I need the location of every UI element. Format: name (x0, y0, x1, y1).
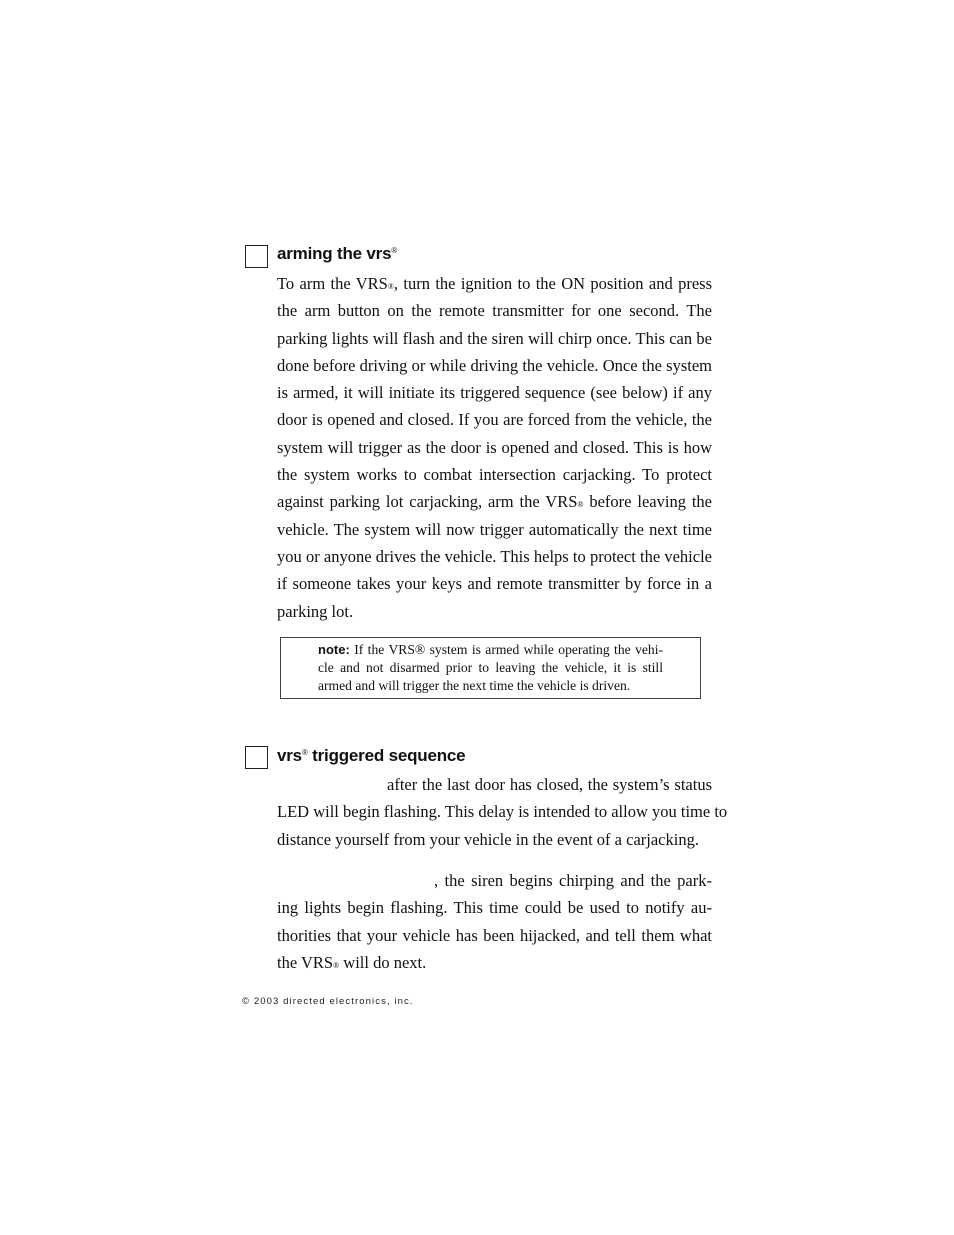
copyright-footer: © 2003 directed electronics, inc. (242, 996, 414, 1007)
line-text: done before driving or while driving the vehicle. Once the system (277, 355, 712, 375)
paragraph-line (277, 379, 712, 406)
note-line: cle and not disarmed prior to leaving the vehicle, it is still (318, 660, 663, 675)
paragraph-line (277, 434, 712, 461)
line-text: , turn the ignition to the ON position and press (393, 274, 712, 293)
section-checkbox-arming[interactable] (245, 245, 268, 268)
arming-paragraph (277, 270, 712, 625)
note-line: armed and will trigger the next time the vehicle is driven. (318, 678, 631, 693)
section-heading-arming (277, 244, 397, 264)
line-text: vehicle. The system will now trigger automatically the next time (277, 519, 712, 539)
paragraph-line: LED will begin flashing. This delay is intended to allow you time to (277, 802, 728, 822)
note-line-text: If the VRS® system is armed while operating the vehi- (354, 642, 663, 657)
section-heading-triggered (277, 746, 465, 766)
line-text: parking lot. (277, 601, 354, 621)
line-text: , the siren begins chirping and the park- (434, 871, 712, 890)
paragraph-line (277, 461, 712, 488)
heading-text: arming the vrs (277, 244, 392, 263)
paragraph-line (277, 406, 712, 433)
triggered-paragraph-1 (277, 771, 728, 853)
paragraph-line (277, 297, 712, 324)
heading-suffix: triggered sequence (307, 746, 466, 765)
line-text: if someone takes your keys and remote transmitter by force in a (277, 574, 712, 594)
line-text: after the last door has closed, the system’s status (387, 775, 712, 794)
paragraph-line (277, 598, 712, 625)
registered-mark: ® (301, 748, 308, 757)
line-text: door is opened and closed. If you are forced from the vehicle, the (277, 410, 712, 430)
paragraph-line (277, 325, 712, 352)
paragraph-line: distance yourself from your vehicle in the event of a carjacking. (277, 829, 699, 849)
paragraph-line (277, 543, 712, 570)
registered-mark: ® (387, 282, 394, 291)
paragraph-line (277, 570, 712, 597)
line-text: is armed, it will initiate its triggered sequence (see below) if any (277, 383, 712, 403)
paragraph-line (277, 352, 712, 379)
line-text: will do next. (339, 952, 427, 972)
line-text: system will trigger as the door is opened and closed. This is how (277, 437, 712, 457)
note-line (318, 641, 663, 659)
note-box (280, 637, 701, 699)
registered-mark: ® (333, 960, 340, 970)
paragraph-line (277, 488, 712, 515)
section-checkbox-triggered[interactable] (245, 746, 268, 769)
note-label: note: (318, 642, 350, 657)
line-text: the arm button on the remote transmitter for one second. The (277, 301, 712, 321)
line-text: before leaving the (583, 492, 713, 512)
paragraph-line (277, 270, 712, 297)
line-text: against parking lot carjacking, arm the VRS (277, 492, 578, 512)
heading-prefix: vrs (277, 746, 302, 765)
note-text (318, 641, 663, 695)
registered-mark: ® (577, 500, 584, 510)
triggered-paragraph-2 (277, 867, 712, 976)
paragraph-line (277, 516, 712, 543)
line-text: you or anyone drives the vehicle. This helps to protect the vehicle (277, 546, 712, 566)
line-text: parking lights will flash and the siren will chirp once. This can be (277, 328, 712, 348)
paragraph-line (277, 771, 712, 798)
registered-mark: ® (391, 246, 398, 255)
paragraph-line (277, 867, 712, 894)
paragraph-line: ing lights begin flashing. This time could be used to notify au- (277, 898, 712, 918)
paragraph-line: thorities that your vehicle has been hijacked, and tell them what (277, 925, 712, 945)
line-text: the VRS (277, 952, 334, 972)
line-text: To arm the VRS (277, 274, 388, 293)
line-text: the system works to combat intersection carjacking. To protect (277, 465, 712, 485)
paragraph-line (277, 949, 712, 976)
